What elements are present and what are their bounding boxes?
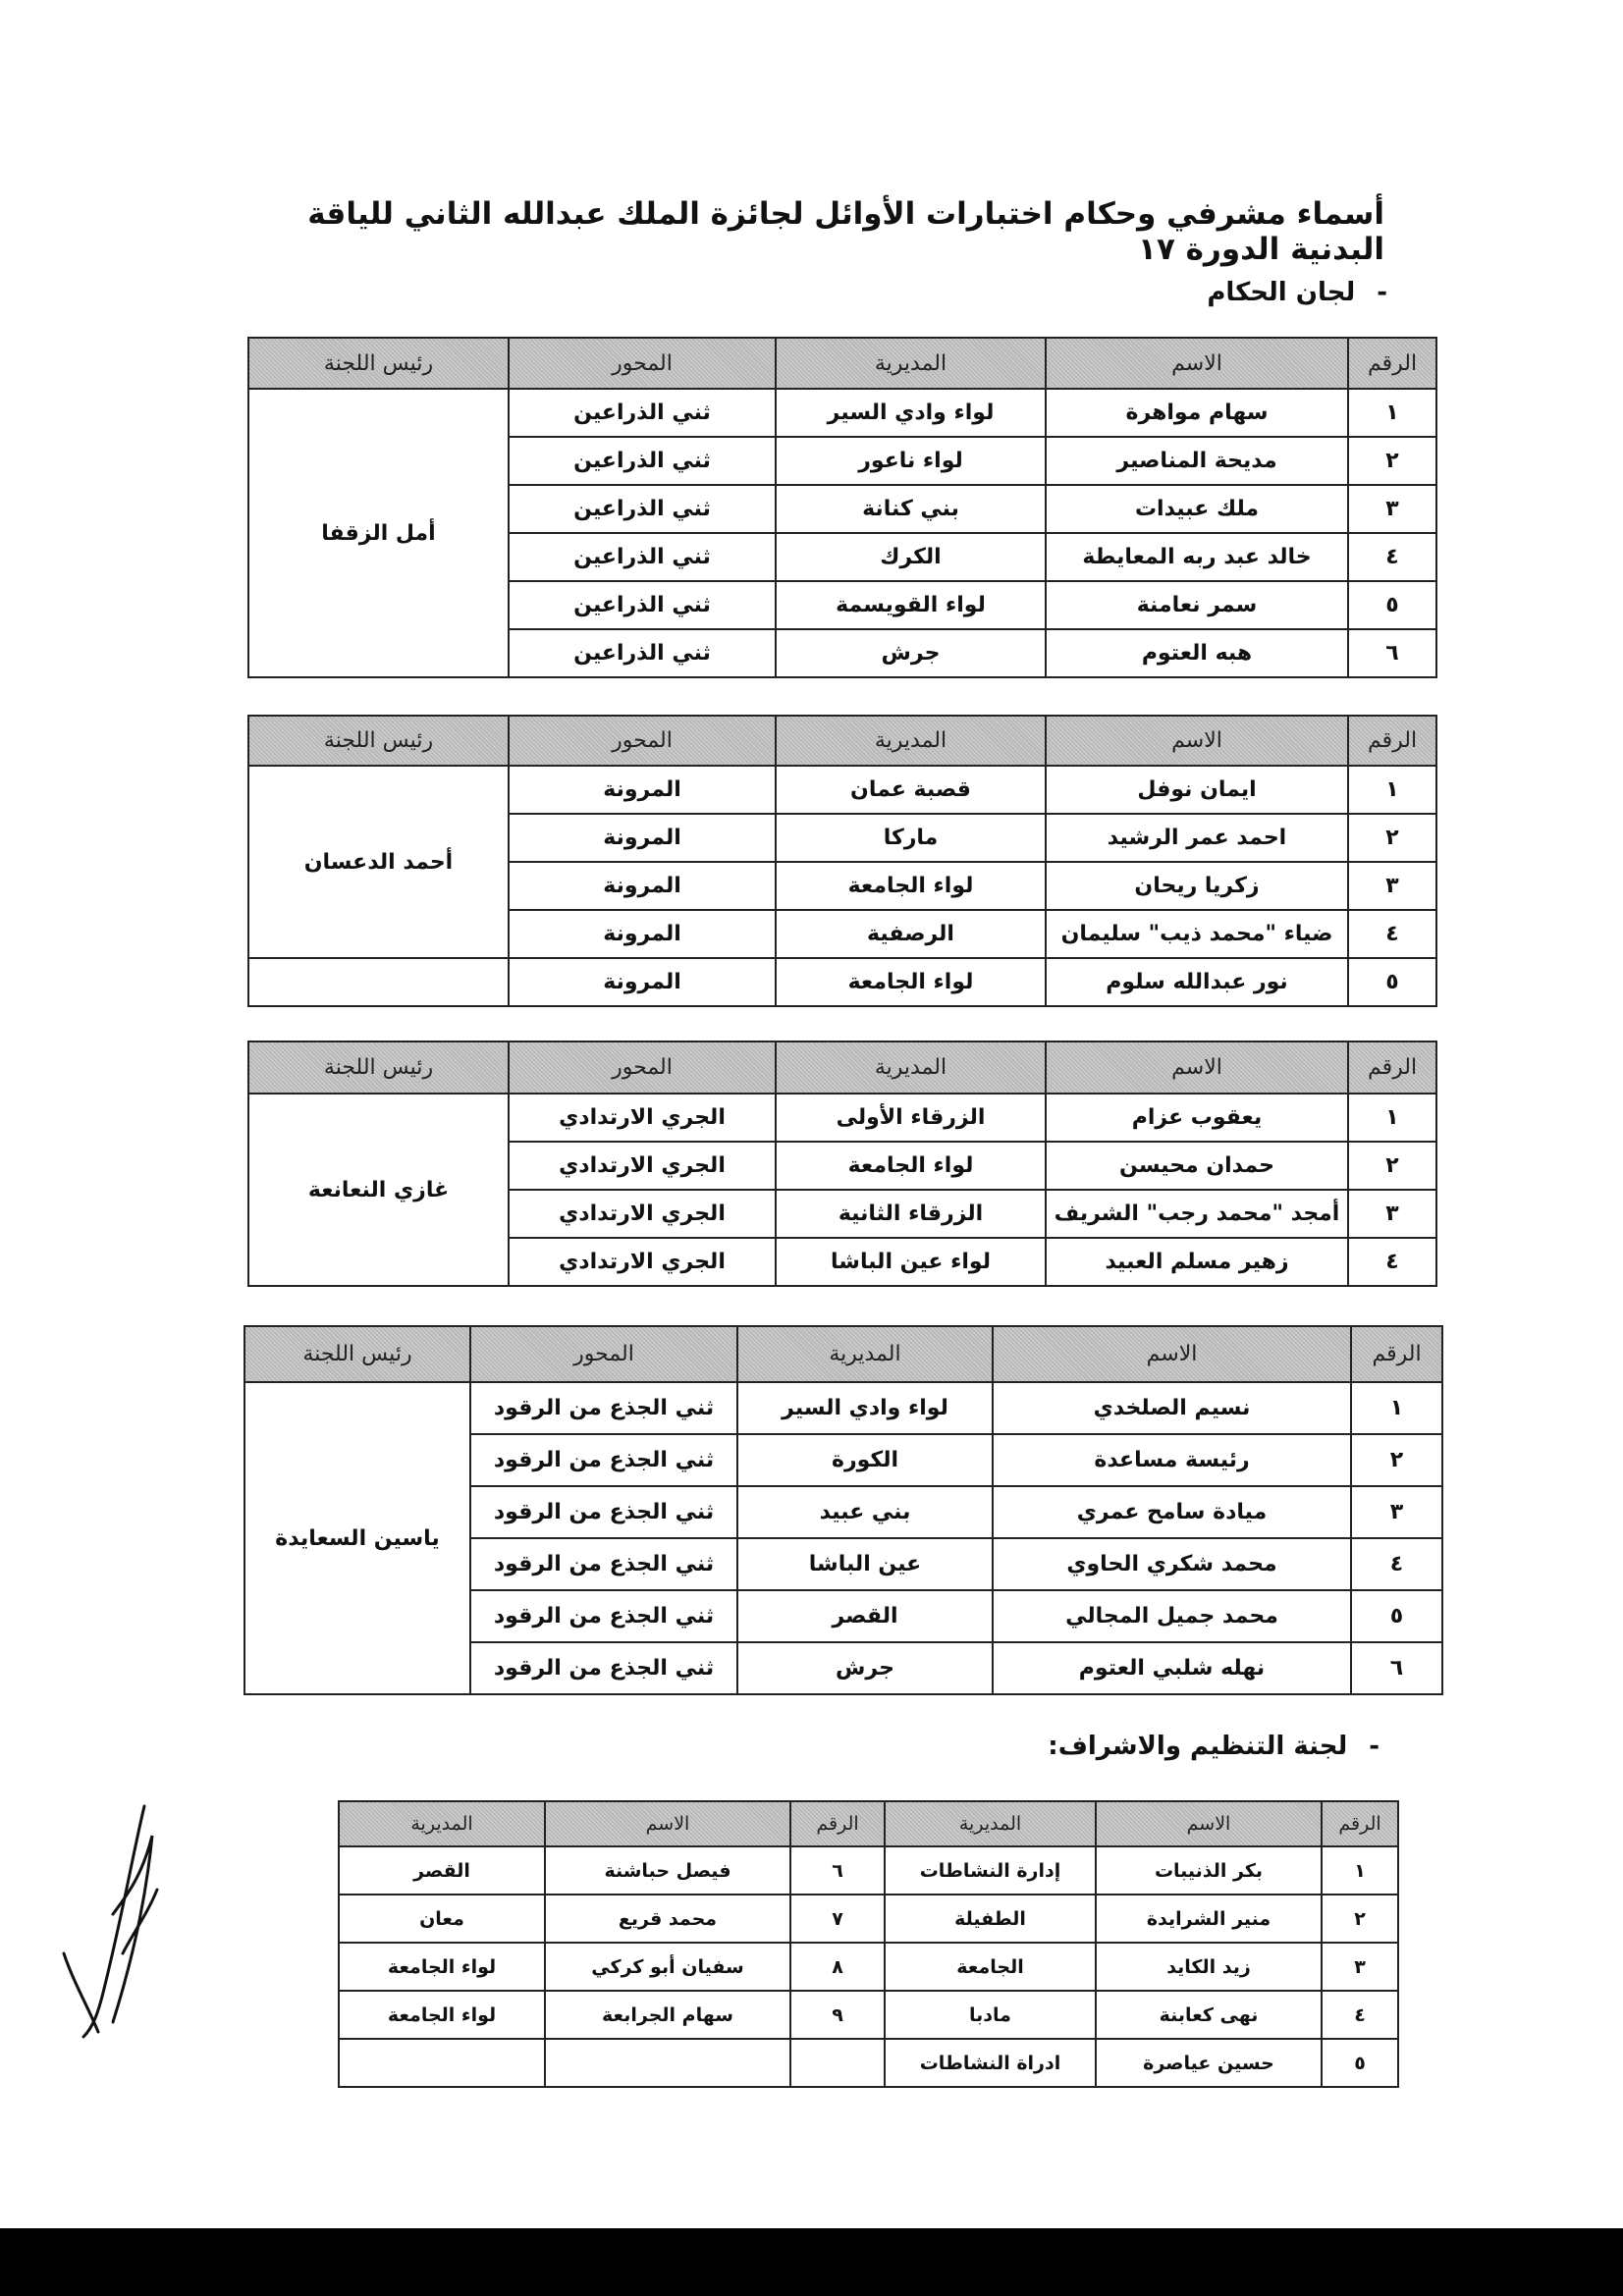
row-num bbox=[790, 2039, 885, 2087]
row-directorate: جرش bbox=[776, 629, 1046, 677]
header-num: الرقم bbox=[1322, 1801, 1398, 1846]
row-directorate: لواء الجامعة bbox=[776, 958, 1046, 1006]
row-name: رئيسة مساعدة bbox=[993, 1434, 1351, 1486]
row-name: ضياء "محمد ذيب" سليمان bbox=[1046, 910, 1348, 958]
row-axis: ثني الذراعين bbox=[509, 581, 776, 629]
table-row bbox=[339, 1895, 1398, 1943]
row-num: ٦ bbox=[790, 1846, 885, 1895]
header-directorate: المديرية bbox=[737, 1326, 993, 1382]
row-directorate: بني عبيد bbox=[737, 1486, 993, 1538]
row-num: ٥ bbox=[1351, 1590, 1442, 1642]
row-name: حمدان محيسن bbox=[1046, 1142, 1348, 1190]
table-header-row bbox=[339, 1801, 1398, 1846]
org-committee-table bbox=[338, 1800, 1399, 2088]
row-axis: الجري الارتدادي bbox=[509, 1238, 776, 1286]
row-num: ١ bbox=[1348, 766, 1436, 814]
row-num: ٩ bbox=[790, 1991, 885, 2039]
signature-stroke bbox=[64, 1806, 157, 2037]
row-name: ميادة سامح عمري bbox=[993, 1486, 1351, 1538]
row-axis: ثني الجذع من الرقود bbox=[470, 1642, 737, 1694]
row-num: ٦ bbox=[1351, 1642, 1442, 1694]
row-num: ٥ bbox=[1322, 2039, 1398, 2087]
committee-head: أمل الزقفا bbox=[248, 389, 509, 677]
row-num: ٤ bbox=[1351, 1538, 1442, 1590]
committee-table-1 bbox=[247, 337, 1437, 678]
row-directorate: جرش bbox=[737, 1642, 993, 1694]
empty-cell bbox=[248, 958, 509, 1006]
row-num: ٤ bbox=[1348, 910, 1436, 958]
row-name: هبه العتوم bbox=[1046, 629, 1348, 677]
row-directorate: الكرك bbox=[776, 533, 1046, 581]
committee-table-3 bbox=[247, 1041, 1437, 1287]
header-directorate: المديرية bbox=[885, 1801, 1096, 1846]
row-axis: ثني الذراعين bbox=[509, 485, 776, 533]
header-num: الرقم bbox=[1348, 1041, 1436, 1094]
row-num: ٨ bbox=[790, 1943, 885, 1991]
handwritten-signature bbox=[54, 1796, 172, 2052]
header-num: الرقم bbox=[1351, 1326, 1442, 1382]
table-row bbox=[339, 1846, 1398, 1895]
committee-head: أحمد الدعسان bbox=[248, 766, 509, 958]
row-directorate: الجامعة bbox=[885, 1943, 1096, 1991]
row-name: سمر نعامنة bbox=[1046, 581, 1348, 629]
row-axis: ثني الذراعين bbox=[509, 629, 776, 677]
row-num: ١ bbox=[1322, 1846, 1398, 1895]
row-axis: ثني الذراعين bbox=[509, 533, 776, 581]
row-axis: ثني الجذع من الرقود bbox=[470, 1434, 737, 1486]
table-header-row bbox=[248, 338, 1436, 389]
header-name: الاسم bbox=[545, 1801, 790, 1846]
committee-head: غازي النعانعة bbox=[248, 1094, 509, 1286]
heading-dash: - bbox=[1377, 278, 1387, 307]
row-name: سهام مواهرة bbox=[1046, 389, 1348, 437]
table-row bbox=[339, 2039, 1398, 2087]
table-row bbox=[248, 766, 1436, 814]
committee-head: ياسين السعايدة bbox=[244, 1382, 470, 1694]
row-directorate: ماركا bbox=[776, 814, 1046, 862]
row-directorate: لواء الجامعة bbox=[776, 1142, 1046, 1190]
row-name: نسيم الصلخدي bbox=[993, 1382, 1351, 1434]
header-head: رئيس اللجنة bbox=[248, 1041, 509, 1094]
row-name: زكريا ريحان bbox=[1046, 862, 1348, 910]
row-num: ١ bbox=[1348, 389, 1436, 437]
row-num: ١ bbox=[1348, 1094, 1436, 1142]
row-num: ٤ bbox=[1322, 1991, 1398, 2039]
row-num: ٥ bbox=[1348, 958, 1436, 1006]
table-row bbox=[244, 1382, 1442, 1434]
row-num: ٣ bbox=[1351, 1486, 1442, 1538]
heading-dash: - bbox=[1369, 1732, 1380, 1761]
row-name: محمد جميل المجالي bbox=[993, 1590, 1351, 1642]
row-num: ٢ bbox=[1348, 814, 1436, 862]
row-name: زيد الكايد bbox=[1096, 1943, 1322, 1991]
header-axis: المحور bbox=[470, 1326, 737, 1382]
judges-section-heading bbox=[1207, 278, 1387, 307]
row-directorate: لواء الجامعة bbox=[339, 1991, 545, 2039]
committee-table-2 bbox=[247, 715, 1437, 1007]
row-directorate: لواء الجامعة bbox=[339, 1943, 545, 1991]
judges-heading-text: لجان الحكام bbox=[1207, 278, 1356, 307]
row-name: حسين عياصرة bbox=[1096, 2039, 1322, 2087]
header-name: الاسم bbox=[993, 1326, 1351, 1382]
header-name: الاسم bbox=[1046, 1041, 1348, 1094]
row-num: ٢ bbox=[1351, 1434, 1442, 1486]
row-directorate: لواء وادي السير bbox=[737, 1382, 993, 1434]
row-axis: المرونة bbox=[509, 766, 776, 814]
row-axis: ثني الذراعين bbox=[509, 437, 776, 485]
row-directorate: معان bbox=[339, 1895, 545, 1943]
row-axis: ثني الجذع من الرقود bbox=[470, 1486, 737, 1538]
committee-table-4 bbox=[243, 1325, 1443, 1695]
row-num: ٦ bbox=[1348, 629, 1436, 677]
row-directorate: لواء القويسمة bbox=[776, 581, 1046, 629]
row-axis: المرونة bbox=[509, 862, 776, 910]
row-directorate: لواء الجامعة bbox=[776, 862, 1046, 910]
row-directorate: القصر bbox=[737, 1590, 993, 1642]
row-num: ٤ bbox=[1348, 1238, 1436, 1286]
header-head: رئيس اللجنة bbox=[244, 1326, 470, 1382]
row-num: ٣ bbox=[1322, 1943, 1398, 1991]
row-directorate: ادراة النشاطات bbox=[885, 2039, 1096, 2087]
row-name: يعقوب عزام bbox=[1046, 1094, 1348, 1142]
row-directorate: الزرقاء الأولى bbox=[776, 1094, 1046, 1142]
row-directorate: لواء عين الباشا bbox=[776, 1238, 1046, 1286]
row-directorate: الكورة bbox=[737, 1434, 993, 1486]
row-name: محمد شكري الحاوي bbox=[993, 1538, 1351, 1590]
org-heading-text: لجنة التنظيم والاشراف: bbox=[1048, 1732, 1348, 1761]
row-num: ٣ bbox=[1348, 485, 1436, 533]
header-directorate: المديرية bbox=[776, 716, 1046, 766]
table-row bbox=[339, 1943, 1398, 1991]
row-axis: الجري الارتدادي bbox=[509, 1142, 776, 1190]
row-num: ٣ bbox=[1348, 1190, 1436, 1238]
row-num: ٢ bbox=[1348, 1142, 1436, 1190]
row-axis: ثني الذراعين bbox=[509, 389, 776, 437]
row-num: ٣ bbox=[1348, 862, 1436, 910]
row-name: فيصل حباشنة bbox=[545, 1846, 790, 1895]
row-name: نهى كعابنة bbox=[1096, 1991, 1322, 2039]
row-directorate: مادبا bbox=[885, 1991, 1096, 2039]
table-row bbox=[248, 389, 1436, 437]
row-num: ٢ bbox=[1348, 437, 1436, 485]
table-row bbox=[339, 1991, 1398, 2039]
header-axis: المحور bbox=[509, 716, 776, 766]
row-name: سهام الجرابعة bbox=[545, 1991, 790, 2039]
row-name: أمجد "محمد رجب" الشريف bbox=[1046, 1190, 1348, 1238]
row-name: زهير مسلم العبيد bbox=[1046, 1238, 1348, 1286]
row-name: احمد عمر الرشيد bbox=[1046, 814, 1348, 862]
row-directorate: لواء وادي السير bbox=[776, 389, 1046, 437]
row-directorate: الطفيلة bbox=[885, 1895, 1096, 1943]
row-name: نهله شلبي العتوم bbox=[993, 1642, 1351, 1694]
row-axis: ثني الجذع من الرقود bbox=[470, 1538, 737, 1590]
row-directorate: الرصفية bbox=[776, 910, 1046, 958]
row-directorate bbox=[339, 2039, 545, 2087]
org-section-heading bbox=[1048, 1732, 1380, 1761]
header-head: رئيس اللجنة bbox=[248, 338, 509, 389]
row-directorate: لواء ناعور bbox=[776, 437, 1046, 485]
row-name: منير الشرايدة bbox=[1096, 1895, 1322, 1943]
header-directorate: المديرية bbox=[776, 1041, 1046, 1094]
row-name: ملك عبيدات bbox=[1046, 485, 1348, 533]
scan-edge-bar bbox=[0, 2228, 1623, 2296]
row-name: خالد عبد ربه المعايطة bbox=[1046, 533, 1348, 581]
row-directorate: بني كنانة bbox=[776, 485, 1046, 533]
row-axis: ثني الجذع من الرقود bbox=[470, 1382, 737, 1434]
header-name: الاسم bbox=[1046, 338, 1348, 389]
row-num: ٤ bbox=[1348, 533, 1436, 581]
row-axis: المرونة bbox=[509, 958, 776, 1006]
row-axis: الجري الارتدادي bbox=[509, 1190, 776, 1238]
table-header-row bbox=[244, 1326, 1442, 1382]
row-name: بكر الذنيبات bbox=[1096, 1846, 1322, 1895]
page-title: أسماء مشرفي وحكام اختبارات الأوائل لجائزة الملك عبدالله الثاني للياقة البدنية الدورة ١٧ bbox=[307, 196, 1384, 267]
row-name bbox=[545, 2039, 790, 2087]
table-row bbox=[248, 958, 1436, 1006]
row-num: ٧ bbox=[790, 1895, 885, 1943]
row-directorate: الزرقاء الثانية bbox=[776, 1190, 1046, 1238]
row-num: ٢ bbox=[1322, 1895, 1398, 1943]
row-axis: المرونة bbox=[509, 910, 776, 958]
row-axis: المرونة bbox=[509, 814, 776, 862]
row-directorate: قصبة عمان bbox=[776, 766, 1046, 814]
row-axis: ثني الجذع من الرقود bbox=[470, 1590, 737, 1642]
row-name: محمد قريع bbox=[545, 1895, 790, 1943]
row-directorate: القصر bbox=[339, 1846, 545, 1895]
row-name: نور عبدالله سلوم bbox=[1046, 958, 1348, 1006]
table-row bbox=[248, 1094, 1436, 1142]
header-name: الاسم bbox=[1096, 1801, 1322, 1846]
header-num: الرقم bbox=[790, 1801, 885, 1846]
header-directorate: المديرية bbox=[339, 1801, 545, 1846]
row-num: ١ bbox=[1351, 1382, 1442, 1434]
header-head: رئيس اللجنة bbox=[248, 716, 509, 766]
header-num: الرقم bbox=[1348, 716, 1436, 766]
table-header-row bbox=[248, 1041, 1436, 1094]
row-axis: الجري الارتدادي bbox=[509, 1094, 776, 1142]
header-axis: المحور bbox=[509, 338, 776, 389]
row-name: سفيان أبو كركي bbox=[545, 1943, 790, 1991]
header-axis: المحور bbox=[509, 1041, 776, 1094]
row-name: مديحة المناصير bbox=[1046, 437, 1348, 485]
row-directorate: عين الباشا bbox=[737, 1538, 993, 1590]
row-name: ايمان نوفل bbox=[1046, 766, 1348, 814]
header-name: الاسم bbox=[1046, 716, 1348, 766]
row-directorate: إدارة النشاطات bbox=[885, 1846, 1096, 1895]
header-num: الرقم bbox=[1348, 338, 1436, 389]
row-num: ٥ bbox=[1348, 581, 1436, 629]
table-header-row bbox=[248, 716, 1436, 766]
header-directorate: المديرية bbox=[776, 338, 1046, 389]
